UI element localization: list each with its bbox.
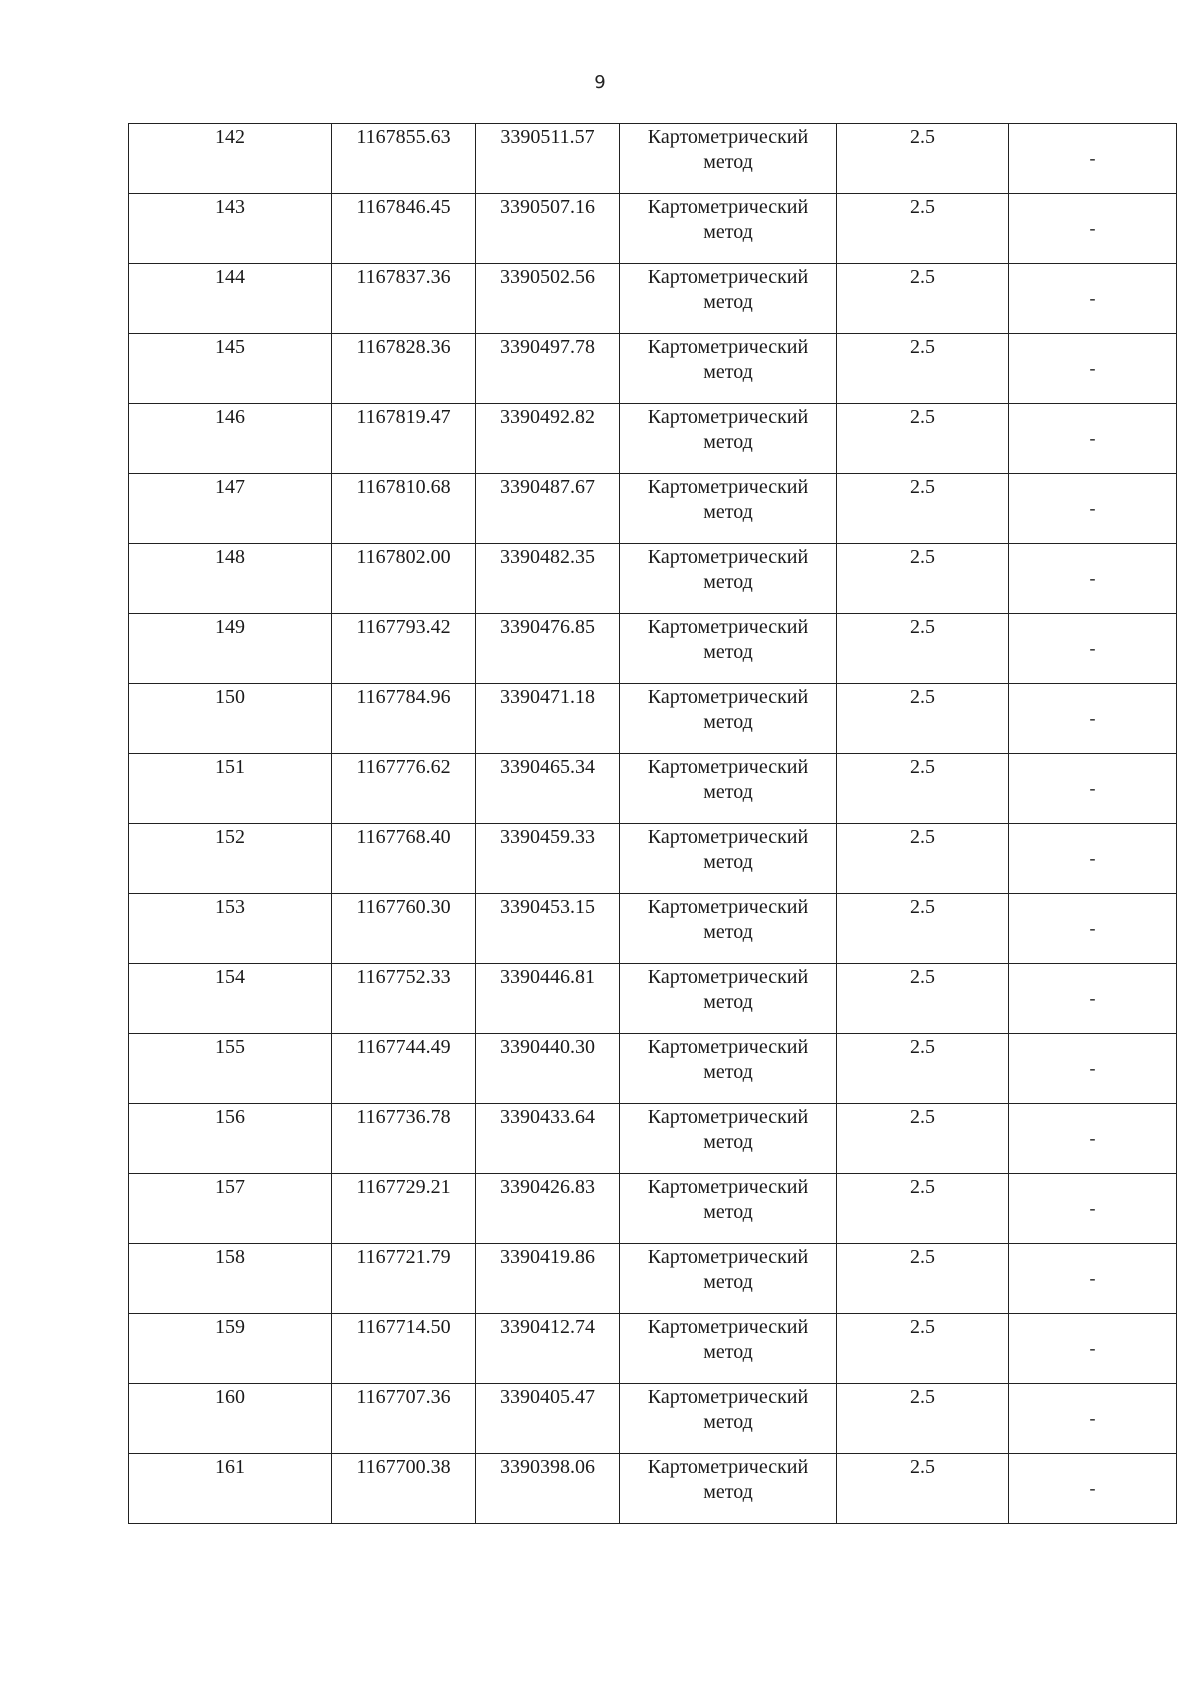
note-value: - xyxy=(1089,358,1096,378)
accuracy-value: 2.5 xyxy=(910,616,935,638)
note-value: - xyxy=(1089,778,1096,798)
note-cell xyxy=(1009,404,1177,474)
accuracy-cell xyxy=(837,964,1009,1034)
accuracy-value: 2.5 xyxy=(910,1456,935,1478)
x-coordinate-cell xyxy=(332,124,476,194)
point-number-value: 149 xyxy=(215,616,245,638)
accuracy-cell xyxy=(837,194,1009,264)
method-cell xyxy=(620,824,837,894)
method-suffix: метод xyxy=(703,291,753,313)
table-row xyxy=(129,1454,1177,1524)
y-coordinate-cell xyxy=(476,1384,620,1454)
y-coordinate-cell xyxy=(476,194,620,264)
x-coordinate-value: 1167784.96 xyxy=(356,686,451,708)
y-coordinate-cell xyxy=(476,264,620,334)
x-coordinate-cell xyxy=(332,544,476,614)
note-cell xyxy=(1009,754,1177,824)
note-value: - xyxy=(1089,148,1096,168)
note-cell xyxy=(1009,1104,1177,1174)
x-coordinate-value: 1167819.47 xyxy=(356,406,451,428)
y-coordinate-value: 3390487.67 xyxy=(500,476,595,498)
point-number-cell xyxy=(129,544,332,614)
point-number-value: 153 xyxy=(215,896,245,918)
point-number-cell xyxy=(129,1174,332,1244)
method-suffix: метод xyxy=(703,151,753,173)
y-coordinate-value: 3390433.64 xyxy=(500,1106,595,1128)
method-name: Картометрический xyxy=(647,1316,809,1338)
note-value: - xyxy=(1089,498,1096,518)
point-number-value: 143 xyxy=(215,196,245,218)
y-coordinate-value: 3390419.86 xyxy=(500,1246,595,1268)
accuracy-value: 2.5 xyxy=(910,966,935,988)
accuracy-cell xyxy=(837,264,1009,334)
method-suffix: метод xyxy=(703,221,753,243)
table-row xyxy=(129,334,1177,404)
point-number-value: 145 xyxy=(215,336,245,358)
accuracy-cell xyxy=(837,544,1009,614)
method-suffix: метод xyxy=(703,1411,753,1433)
accuracy-cell xyxy=(837,824,1009,894)
method-name: Картометрический xyxy=(647,1176,809,1198)
y-coordinate-value: 3390440.30 xyxy=(500,1036,595,1058)
accuracy-value: 2.5 xyxy=(910,476,935,498)
method-suffix: метод xyxy=(703,1061,753,1083)
x-coordinate-value: 1167802.00 xyxy=(356,546,451,568)
accuracy-value: 2.5 xyxy=(910,1316,935,1338)
x-coordinate-cell xyxy=(332,264,476,334)
point-number-value: 151 xyxy=(215,756,245,778)
point-number-cell xyxy=(129,334,332,404)
x-coordinate-value: 1167721.79 xyxy=(356,1246,451,1268)
point-number-cell xyxy=(129,1454,332,1524)
y-coordinate-cell xyxy=(476,754,620,824)
note-value: - xyxy=(1089,1338,1096,1358)
method-suffix: метод xyxy=(703,711,753,733)
method-name: Картометрический xyxy=(647,1106,809,1128)
method-name: Картометрический xyxy=(647,1386,809,1408)
x-coordinate-value: 1167729.21 xyxy=(356,1176,451,1198)
accuracy-value: 2.5 xyxy=(910,826,935,848)
method-cell xyxy=(620,1174,837,1244)
x-coordinate-value: 1167707.36 xyxy=(356,1386,451,1408)
x-coordinate-cell xyxy=(332,754,476,824)
point-number-cell xyxy=(129,894,332,964)
note-value: - xyxy=(1089,1408,1096,1428)
table-row xyxy=(129,754,1177,824)
method-name: Картометрический xyxy=(647,756,809,778)
note-cell xyxy=(1009,964,1177,1034)
y-coordinate-cell xyxy=(476,544,620,614)
x-coordinate-cell xyxy=(332,1174,476,1244)
x-coordinate-cell xyxy=(332,1104,476,1174)
point-number-value: 154 xyxy=(215,966,245,988)
point-number-value: 158 xyxy=(215,1246,245,1268)
method-name: Картометрический xyxy=(647,826,809,848)
method-cell xyxy=(620,474,837,544)
note-cell xyxy=(1009,1384,1177,1454)
note-value: - xyxy=(1089,1268,1096,1288)
point-number-value: 144 xyxy=(215,266,245,288)
method-name: Картометрический xyxy=(647,406,809,428)
x-coordinate-value: 1167768.40 xyxy=(356,826,451,848)
method-cell xyxy=(620,124,837,194)
note-value: - xyxy=(1089,428,1096,448)
method-suffix: метод xyxy=(703,1341,753,1363)
note-cell xyxy=(1009,614,1177,684)
accuracy-value: 2.5 xyxy=(910,1176,935,1198)
table-row xyxy=(129,824,1177,894)
method-cell xyxy=(620,614,837,684)
x-coordinate-cell xyxy=(332,1384,476,1454)
y-coordinate-cell xyxy=(476,474,620,544)
x-coordinate-value: 1167828.36 xyxy=(356,336,451,358)
note-cell xyxy=(1009,194,1177,264)
note-value: - xyxy=(1089,988,1096,1008)
accuracy-cell xyxy=(837,614,1009,684)
method-suffix: метод xyxy=(703,851,753,873)
table-row xyxy=(129,194,1177,264)
method-name: Картометрический xyxy=(647,476,809,498)
accuracy-cell xyxy=(837,1174,1009,1244)
method-cell xyxy=(620,894,837,964)
method-name: Картометрический xyxy=(647,546,809,568)
table-body xyxy=(129,124,1177,1524)
method-suffix: метод xyxy=(703,1201,753,1223)
method-name: Картометрический xyxy=(647,966,809,988)
point-number-cell xyxy=(129,1034,332,1104)
point-number-cell xyxy=(129,1384,332,1454)
y-coordinate-cell xyxy=(476,404,620,474)
x-coordinate-cell xyxy=(332,474,476,544)
method-cell xyxy=(620,1454,837,1524)
note-cell xyxy=(1009,1174,1177,1244)
method-cell xyxy=(620,544,837,614)
point-number-cell xyxy=(129,1244,332,1314)
table-row xyxy=(129,404,1177,474)
accuracy-cell xyxy=(837,1314,1009,1384)
x-coordinate-value: 1167700.38 xyxy=(356,1456,451,1478)
note-value: - xyxy=(1089,638,1096,658)
x-coordinate-cell xyxy=(332,194,476,264)
accuracy-value: 2.5 xyxy=(910,1246,935,1268)
accuracy-cell xyxy=(837,1034,1009,1104)
note-cell xyxy=(1009,1454,1177,1524)
point-number-value: 152 xyxy=(215,826,245,848)
table-row xyxy=(129,124,1177,194)
table-row xyxy=(129,1244,1177,1314)
point-number-cell xyxy=(129,824,332,894)
point-number-cell xyxy=(129,404,332,474)
table-row xyxy=(129,544,1177,614)
accuracy-value: 2.5 xyxy=(910,1106,935,1128)
note-value: - xyxy=(1089,918,1096,938)
point-number-cell xyxy=(129,124,332,194)
table-row xyxy=(129,1384,1177,1454)
point-number-value: 159 xyxy=(215,1316,245,1338)
table-row xyxy=(129,964,1177,1034)
y-coordinate-value: 3390453.15 xyxy=(500,896,595,918)
point-number-value: 161 xyxy=(215,1456,245,1478)
y-coordinate-cell xyxy=(476,334,620,404)
note-cell xyxy=(1009,124,1177,194)
x-coordinate-cell xyxy=(332,894,476,964)
y-coordinate-cell xyxy=(476,1174,620,1244)
note-value: - xyxy=(1089,708,1096,728)
y-coordinate-cell xyxy=(476,1244,620,1314)
method-cell xyxy=(620,264,837,334)
y-coordinate-cell xyxy=(476,684,620,754)
note-value: - xyxy=(1089,1058,1096,1078)
y-coordinate-cell xyxy=(476,124,620,194)
method-suffix: метод xyxy=(703,501,753,523)
note-value: - xyxy=(1089,218,1096,238)
y-coordinate-cell xyxy=(476,1454,620,1524)
method-suffix: метод xyxy=(703,1131,753,1153)
note-cell xyxy=(1009,824,1177,894)
table-row xyxy=(129,614,1177,684)
note-cell xyxy=(1009,544,1177,614)
method-suffix: метод xyxy=(703,1481,753,1503)
y-coordinate-value: 3390507.16 xyxy=(500,196,595,218)
method-name: Картометрический xyxy=(647,686,809,708)
method-cell xyxy=(620,1314,837,1384)
table-row xyxy=(129,264,1177,334)
y-coordinate-cell xyxy=(476,964,620,1034)
x-coordinate-value: 1167752.33 xyxy=(356,966,451,988)
table-row xyxy=(129,1104,1177,1174)
x-coordinate-cell xyxy=(332,1244,476,1314)
accuracy-value: 2.5 xyxy=(910,756,935,778)
x-coordinate-value: 1167776.62 xyxy=(356,756,451,778)
accuracy-value: 2.5 xyxy=(910,686,935,708)
note-cell xyxy=(1009,334,1177,404)
note-cell xyxy=(1009,1244,1177,1314)
accuracy-cell xyxy=(837,1104,1009,1174)
x-coordinate-value: 1167793.42 xyxy=(356,616,451,638)
method-cell xyxy=(620,1244,837,1314)
y-coordinate-value: 3390502.56 xyxy=(500,266,595,288)
x-coordinate-cell xyxy=(332,964,476,1034)
method-name: Картометрический xyxy=(647,896,809,918)
point-number-value: 155 xyxy=(215,1036,245,1058)
table-row xyxy=(129,894,1177,964)
y-coordinate-value: 3390465.34 xyxy=(500,756,595,778)
note-value: - xyxy=(1089,1128,1096,1148)
point-number-cell xyxy=(129,264,332,334)
point-number-cell xyxy=(129,684,332,754)
y-coordinate-cell xyxy=(476,824,620,894)
method-cell xyxy=(620,404,837,474)
method-cell xyxy=(620,754,837,824)
point-number-cell xyxy=(129,964,332,1034)
x-coordinate-value: 1167736.78 xyxy=(356,1106,451,1128)
x-coordinate-cell xyxy=(332,824,476,894)
method-cell xyxy=(620,194,837,264)
y-coordinate-cell xyxy=(476,1314,620,1384)
y-coordinate-value: 3390492.82 xyxy=(500,406,595,428)
note-value: - xyxy=(1089,568,1096,588)
method-suffix: метод xyxy=(703,921,753,943)
x-coordinate-cell xyxy=(332,404,476,474)
point-number-value: 148 xyxy=(215,546,245,568)
note-cell xyxy=(1009,474,1177,544)
accuracy-cell xyxy=(837,894,1009,964)
method-name: Картометрический xyxy=(647,266,809,288)
accuracy-value: 2.5 xyxy=(910,546,935,568)
method-name: Картометрический xyxy=(647,1036,809,1058)
point-number-value: 157 xyxy=(215,1176,245,1198)
y-coordinate-value: 3390446.81 xyxy=(500,966,595,988)
method-suffix: метод xyxy=(703,781,753,803)
accuracy-cell xyxy=(837,754,1009,824)
method-name: Картометрический xyxy=(647,336,809,358)
x-coordinate-value: 1167714.50 xyxy=(356,1316,451,1338)
x-coordinate-cell xyxy=(332,614,476,684)
method-cell xyxy=(620,1034,837,1104)
method-cell xyxy=(620,964,837,1034)
y-coordinate-value: 3390482.35 xyxy=(500,546,595,568)
method-name: Картометрический xyxy=(647,616,809,638)
point-number-cell xyxy=(129,1104,332,1174)
point-number-value: 160 xyxy=(215,1386,245,1408)
y-coordinate-cell xyxy=(476,614,620,684)
x-coordinate-cell xyxy=(332,1314,476,1384)
x-coordinate-cell xyxy=(332,684,476,754)
note-cell xyxy=(1009,264,1177,334)
y-coordinate-value: 3390476.85 xyxy=(500,616,595,638)
y-coordinate-value: 3390459.33 xyxy=(500,826,595,848)
y-coordinate-cell xyxy=(476,1104,620,1174)
method-cell xyxy=(620,684,837,754)
method-suffix: метод xyxy=(703,361,753,383)
table-row xyxy=(129,1314,1177,1384)
note-value: - xyxy=(1089,1198,1096,1218)
point-number-cell xyxy=(129,194,332,264)
x-coordinate-value: 1167846.45 xyxy=(356,196,451,218)
table-row xyxy=(129,684,1177,754)
accuracy-value: 2.5 xyxy=(910,1036,935,1058)
note-cell xyxy=(1009,1034,1177,1104)
accuracy-value: 2.5 xyxy=(910,196,935,218)
coordinates-table xyxy=(128,123,1177,1524)
method-name: Картометрический xyxy=(647,196,809,218)
x-coordinate-cell xyxy=(332,1454,476,1524)
accuracy-value: 2.5 xyxy=(910,1386,935,1408)
note-value: - xyxy=(1089,1478,1096,1498)
table-row xyxy=(129,474,1177,544)
table-row xyxy=(129,1034,1177,1104)
method-suffix: метод xyxy=(703,431,753,453)
method-suffix: метод xyxy=(703,571,753,593)
point-number-value: 150 xyxy=(215,686,245,708)
y-coordinate-value: 3390412.74 xyxy=(500,1316,595,1338)
accuracy-cell xyxy=(837,1454,1009,1524)
point-number-value: 142 xyxy=(215,126,245,148)
point-number-value: 146 xyxy=(215,406,245,428)
method-suffix: метод xyxy=(703,641,753,663)
method-cell xyxy=(620,334,837,404)
accuracy-cell xyxy=(837,474,1009,544)
accuracy-value: 2.5 xyxy=(910,406,935,428)
note-cell xyxy=(1009,1314,1177,1384)
note-cell xyxy=(1009,894,1177,964)
x-coordinate-value: 1167855.63 xyxy=(356,126,451,148)
method-name: Картометрический xyxy=(647,126,809,148)
method-suffix: метод xyxy=(703,991,753,1013)
y-coordinate-cell xyxy=(476,894,620,964)
page-number: 9 xyxy=(594,72,606,93)
x-coordinate-value: 1167760.30 xyxy=(356,896,451,918)
table-row xyxy=(129,1174,1177,1244)
accuracy-value: 2.5 xyxy=(910,896,935,918)
point-number-value: 156 xyxy=(215,1106,245,1128)
note-cell xyxy=(1009,684,1177,754)
accuracy-cell xyxy=(837,334,1009,404)
point-number-value: 147 xyxy=(215,476,245,498)
y-coordinate-value: 3390471.18 xyxy=(500,686,595,708)
x-coordinate-value: 1167744.49 xyxy=(356,1036,451,1058)
note-value: - xyxy=(1089,848,1096,868)
x-coordinate-cell xyxy=(332,334,476,404)
point-number-cell xyxy=(129,1314,332,1384)
point-number-cell xyxy=(129,614,332,684)
y-coordinate-value: 3390497.78 xyxy=(500,336,595,358)
accuracy-value: 2.5 xyxy=(910,336,935,358)
method-cell xyxy=(620,1104,837,1174)
point-number-cell xyxy=(129,474,332,544)
point-number-cell xyxy=(129,754,332,824)
accuracy-cell xyxy=(837,404,1009,474)
method-cell xyxy=(620,1384,837,1454)
y-coordinate-value: 3390511.57 xyxy=(500,126,595,148)
method-name: Картометрический xyxy=(647,1246,809,1268)
method-name: Картометрический xyxy=(647,1456,809,1478)
accuracy-cell xyxy=(837,1384,1009,1454)
y-coordinate-cell xyxy=(476,1034,620,1104)
accuracy-value: 2.5 xyxy=(910,126,935,148)
y-coordinate-value: 3390398.06 xyxy=(500,1456,595,1478)
x-coordinate-value: 1167837.36 xyxy=(356,266,451,288)
x-coordinate-value: 1167810.68 xyxy=(356,476,451,498)
accuracy-value: 2.5 xyxy=(910,266,935,288)
y-coordinate-value: 3390426.83 xyxy=(500,1176,595,1198)
accuracy-cell xyxy=(837,124,1009,194)
method-suffix: метод xyxy=(703,1271,753,1293)
note-value: - xyxy=(1089,288,1096,308)
x-coordinate-cell xyxy=(332,1034,476,1104)
accuracy-cell xyxy=(837,684,1009,754)
accuracy-cell xyxy=(837,1244,1009,1314)
y-coordinate-value: 3390405.47 xyxy=(500,1386,595,1408)
